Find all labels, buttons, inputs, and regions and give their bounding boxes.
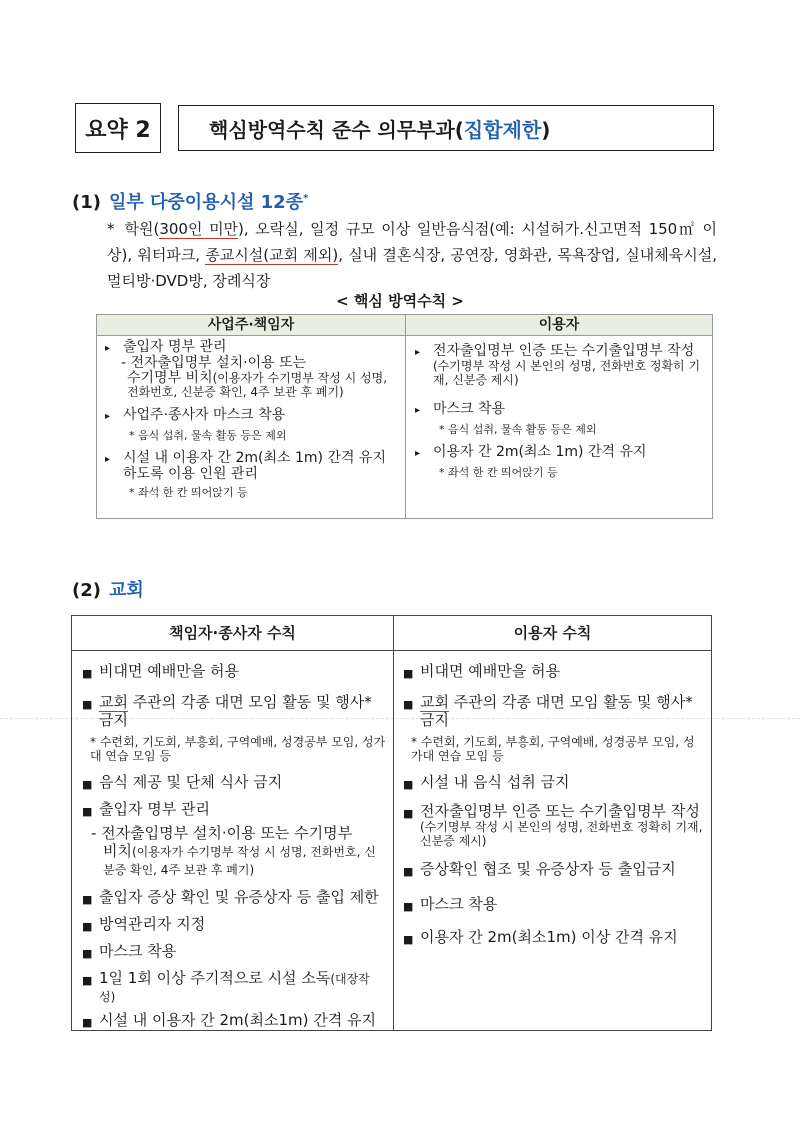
section2-heading xyxy=(72,576,144,602)
square-icon: ■ xyxy=(403,698,414,711)
user-column xyxy=(415,337,703,479)
arrow-icon: ▸ xyxy=(105,411,111,422)
section2-title: 교회 xyxy=(108,580,144,601)
list-item: ■ 시설 내 음식 섭취 금지 xyxy=(403,773,703,794)
square-icon: ■ xyxy=(403,778,414,791)
church-rules-table xyxy=(71,615,712,1031)
square-icon: ■ xyxy=(82,698,93,711)
summary-label-box xyxy=(75,103,161,153)
section1-title-sup: * xyxy=(303,193,309,204)
list-item: ■ 교회 주관의 각종 대면 모임 활동 및 행사* 금지 xyxy=(82,693,372,729)
square-icon: ■ xyxy=(82,667,93,680)
list-item: ■ 마스크 착용 xyxy=(403,895,703,916)
underline-300: 300인 미만 xyxy=(159,220,239,238)
arrow-icon: ▸ xyxy=(415,448,421,459)
list-item: ■ 출입자 증상 확인 및 유증상자 등 출입 제한 xyxy=(82,888,386,909)
list-item: ■ 방역관리자 지정 xyxy=(82,915,386,936)
arrow-icon: ▸ xyxy=(105,454,111,465)
square-icon: ■ xyxy=(403,807,414,820)
section1-number: (1) xyxy=(72,192,101,213)
list-item: ■ 출입자 명부 관리 - 전자출입명부 설치·이용 또는 수기명부 비치(이용자가 수기명부 작성 시 성명, 전화번호, 신분증 확인, 4주 보관 후 폐기) xyxy=(82,800,376,877)
core-rules-subheading: < 핵심 방역수칙 > xyxy=(336,292,464,310)
arrow-icon: ▸ xyxy=(415,405,421,416)
square-icon: ■ xyxy=(403,865,414,878)
arrow-icon: ▸ xyxy=(415,347,421,358)
list-item: ■ 이용자 간 2m(최소1m) 이상 간격 유지 xyxy=(403,928,703,949)
list-item: ■ 비대면 예배만을 허용 xyxy=(403,662,703,683)
facility-star: * xyxy=(107,220,115,238)
header-user: 이용자 수칙 xyxy=(513,624,592,642)
church-activities-note: * 수련회, 기도회, 부흥회, 구역예배, 성경공부 모임, 성가대 연습 모임 등 xyxy=(90,735,386,763)
operator-column xyxy=(105,337,397,499)
square-icon: ■ xyxy=(403,900,414,913)
list-item: ▸ 이용자 간 2m(최소 1m) 간격 유지 * 좌석 한 칸 띄어앉기 등 xyxy=(415,444,647,479)
facility-list: * 학원(300인 미만), 오락실, 일정 규모 이상 일반음식점(예: 시설허가.신고면적 150㎡ 이상), 워터파크, 종교시설(교회 제외), 실내 결혼식장, 공연장, 영화관, 목욕장업, 실내체육시설, 멀티방·DVD방, 장례식장 xyxy=(107,220,717,290)
header-staff: 책임자·종사자 수칙 xyxy=(169,624,296,642)
list-item: ▸ 전자출입명부 인증 또는 수기출입명부 작성 (수기명부 작성 시 본인의 성명, 전화번호 정확히 기재, 신분증 제시) xyxy=(415,343,701,387)
section1-heading xyxy=(72,188,308,214)
header-operator: 사업주·책임자 xyxy=(207,317,295,333)
list-item: ■ 음식 제공 및 단체 식사 금지 xyxy=(82,773,386,794)
list-item: ▸ 시설 내 이용자 간 2m(최소 1m) 간격 유지하도록 이용 인원 관리 * 좌석 한 칸 띄어앉기 등 xyxy=(105,450,386,499)
square-icon: ■ xyxy=(82,778,93,791)
list-item: ▸ 출입자 명부 관리 - 전자출입명부 설치·이용 또는 수기명부 비치(이용자가 수기명부 작성 시 성명, 전화번호, 신분증 확인, 4주 보관 후 폐기) xyxy=(105,339,388,399)
list-item: ■ 교회 주관의 각종 대면 모임 활동 및 행사* 금지 xyxy=(403,693,693,729)
list-item: ■ 시설 내 이용자 간 2m(최소1m) 간격 유지 xyxy=(82,1011,386,1032)
list-item: ■ 증상확인 협조 및 유증상자 등 출입금지 xyxy=(403,860,703,881)
section2-number: (2) xyxy=(72,580,101,601)
summary-title: 핵심방역수칙 준수 의무부과(집합제한) xyxy=(209,117,551,142)
column-divider xyxy=(405,315,406,518)
square-icon: ■ xyxy=(82,805,93,818)
square-icon: ■ xyxy=(82,1016,93,1029)
user-column xyxy=(403,654,703,949)
summary-title-box xyxy=(178,105,714,151)
list-item: ■ 전자출입명부 인증 또는 수기출입명부 작성 (수기명부 작성 시 본인의 성명, 전화번호 정확히 기재, 신분증 제시) xyxy=(403,802,703,848)
square-icon: ■ xyxy=(82,920,93,933)
staff-column xyxy=(82,654,386,1032)
list-item: ■ 1일 1회 이상 주기적으로 시설 소독(대장작성) xyxy=(82,969,370,1004)
summary-label: 요약 2 xyxy=(85,117,151,143)
core-rules-table xyxy=(96,314,713,519)
list-item: ■ 비대면 예배만을 허용 xyxy=(82,662,386,683)
list-item: ▸ 마스크 착용 * 음식 섭취, 물속 활동 등은 제외 xyxy=(415,401,597,436)
church-activities-note: * 수련회, 기도회, 부흥회, 구역예배, 성경공부 모임, 성가대 연습 모임 등 xyxy=(411,735,695,763)
square-icon: ■ xyxy=(82,893,93,906)
square-icon: ■ xyxy=(82,974,93,987)
section1-title: 일부 다중이용시설 12종 xyxy=(108,192,304,213)
header-user: 이용자 xyxy=(538,317,580,333)
list-item: ▸ 사업주·종사자 마스크 착용 * 음식 섭취, 물속 활동 등은 제외 xyxy=(105,407,287,442)
list-item: ■ 마스크 착용 xyxy=(82,942,386,963)
title-highlight: 집합제한 xyxy=(463,117,542,142)
square-icon: ■ xyxy=(403,667,414,680)
square-icon: ■ xyxy=(403,933,414,946)
square-icon: ■ xyxy=(82,947,93,960)
underline-religious: 종교시설(교회 제외) xyxy=(205,246,339,264)
table-header-row xyxy=(72,616,711,651)
arrow-icon: ▸ xyxy=(105,343,111,354)
column-divider xyxy=(393,616,394,1030)
